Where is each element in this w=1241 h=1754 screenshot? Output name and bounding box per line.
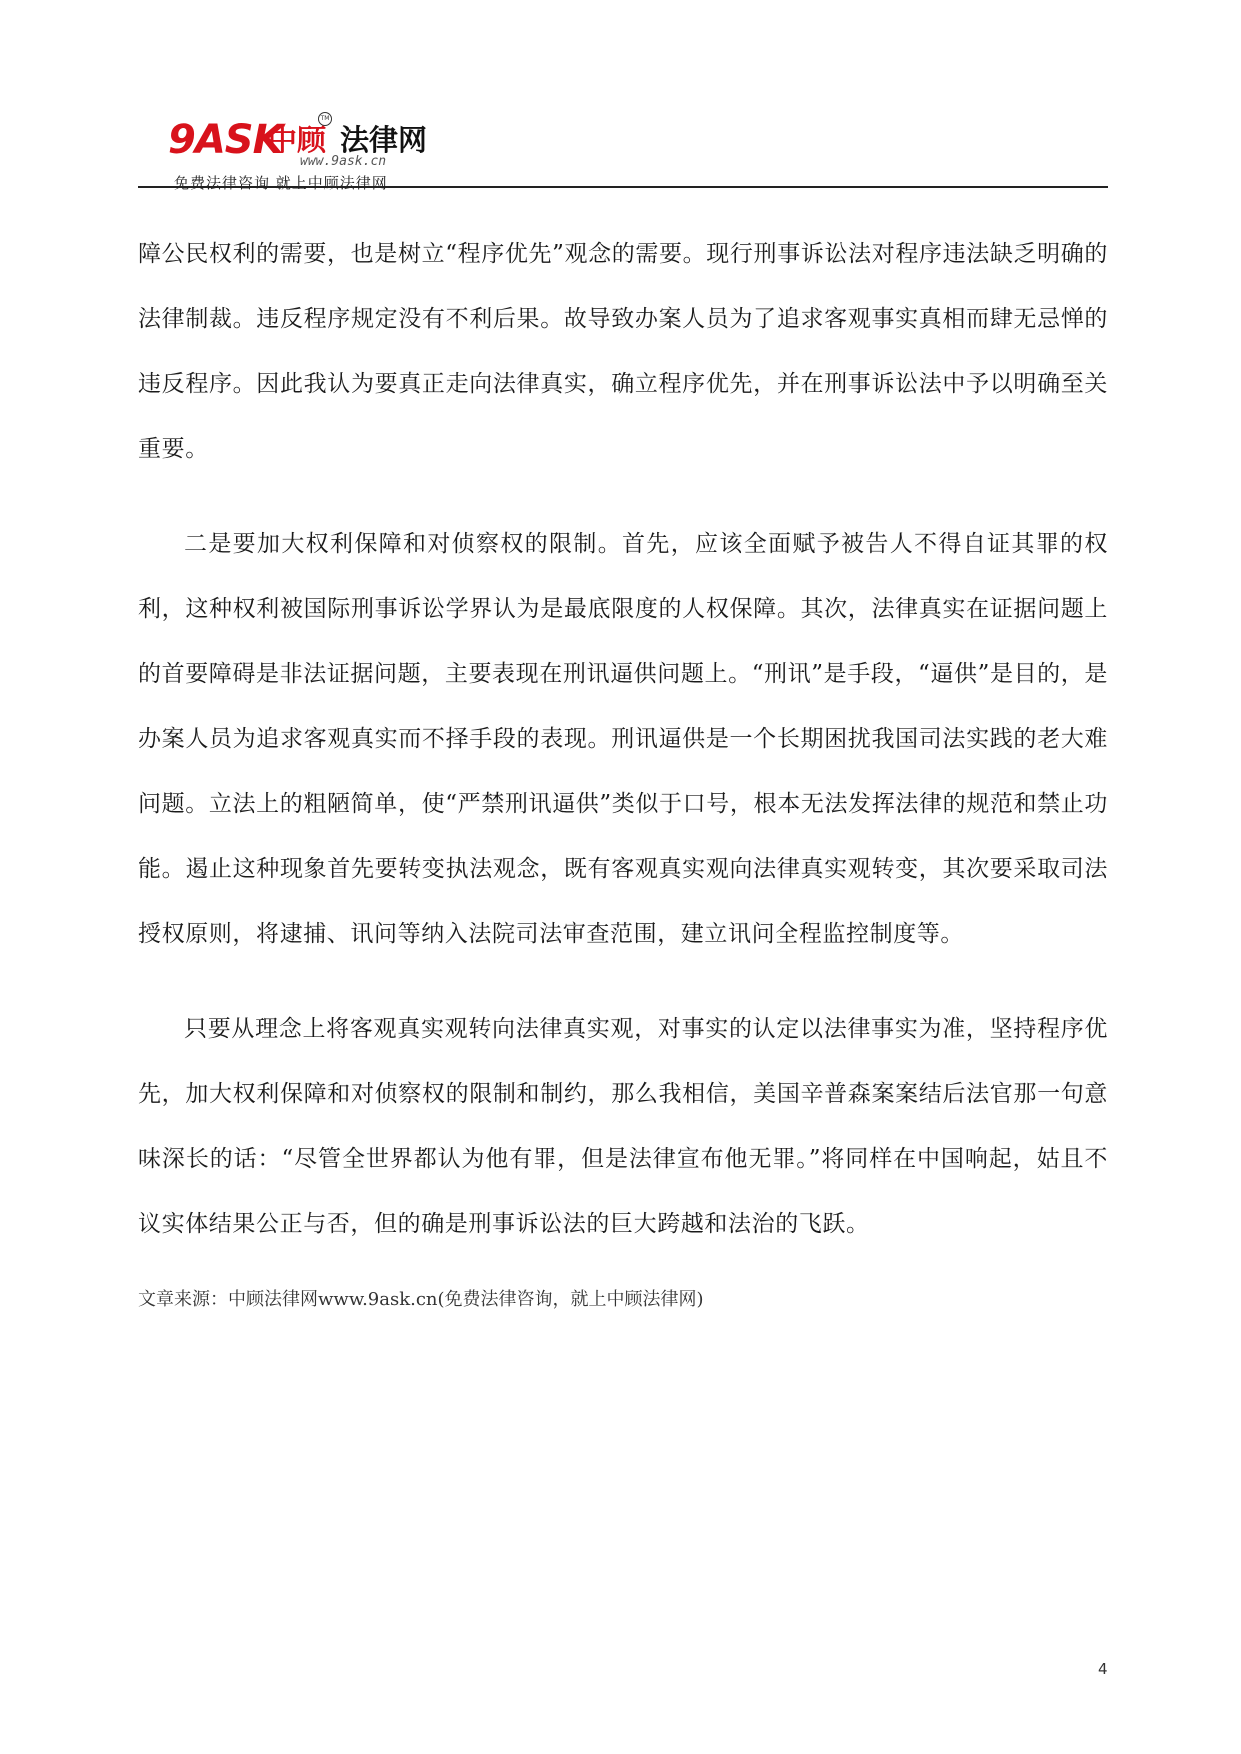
logo-name-part2: 法律网 [340,123,428,157]
paragraph-gap [138,482,1108,512]
trademark-icon: TM [318,112,332,126]
logo-name-part1: 中顾 [268,123,327,157]
paragraph-gap [138,967,1108,997]
paragraph-continued: 障公民权利的需要，也是树立“程序优先”观念的需要。现行刑事诉讼法对程序违法缺乏明确的法律制裁。违反程序规定没有不利后果。故导致办案人员为了追求客观事实真相而肆无忌惮的违反程序。因此我认为要真正走向法律真实，确立程序优先，并在刑事诉讼法中予以明确至关重要。 [138,241,1108,462]
paragraph-rights-protection: 二是要加大权利保障和对侦察权的限制。首先，应该全面赋予被告人不得自证其罪的权利，这种权利被国际刑事诉讼学界认为是最底限度的人权保障。其次，法律真实在证据问题上的首要障碍是非法证据问题，主要表现在刑讯逼供问题上。“刑讯”是手段，“逼供”是目的，是办案人员为追求客观真实而不择手段的表现。刑讯逼供是一个长期困扰我国司法实践的老大难问题。立法上的粗陋简单，使“严禁刑讯逼供”类似于口号，根本无法发挥法律的规范和禁止功能。遏止这种现象首先要转变执法观念，既有客观真实观向法律真实观转变，其次要采取司法授权原则，将逮捕、讯问等纳入法院司法审查范围，建立讯问全程监控制度等。 [138,531,1108,947]
paragraph-conclusion: 只要从理念上将客观真实观转向法律真实观，对事实的认定以法律事实为准，坚持程序优先，加大权利保障和对侦察权的限制和制约，那么我相信，美国辛普森案案结后法官那一句意味深长的话：“尽管全世界都认为他有罪，但是法律宣布他无罪。”将同样在中国响起，姑且不议实体结果公正与否，但的确是刑事诉讼法的巨大跨越和法治的飞跃。 [138,1016,1108,1237]
logo-slogan: 免费法律咨询 就上中顾法律网 [174,174,388,192]
document-body [138,222,1108,1315]
page-number: 4 [1098,1660,1108,1678]
header-divider [138,186,1108,188]
source-attribution: 文章来源：中顾法律网www.9ask.cn(免费法律咨询，就上中顾法律网) [138,1289,704,1310]
logo-url: www.9ask.cn [300,154,387,169]
document-header [138,84,1108,192]
logo-brand-text: 9ASK [168,117,283,163]
site-logo [154,102,474,192]
